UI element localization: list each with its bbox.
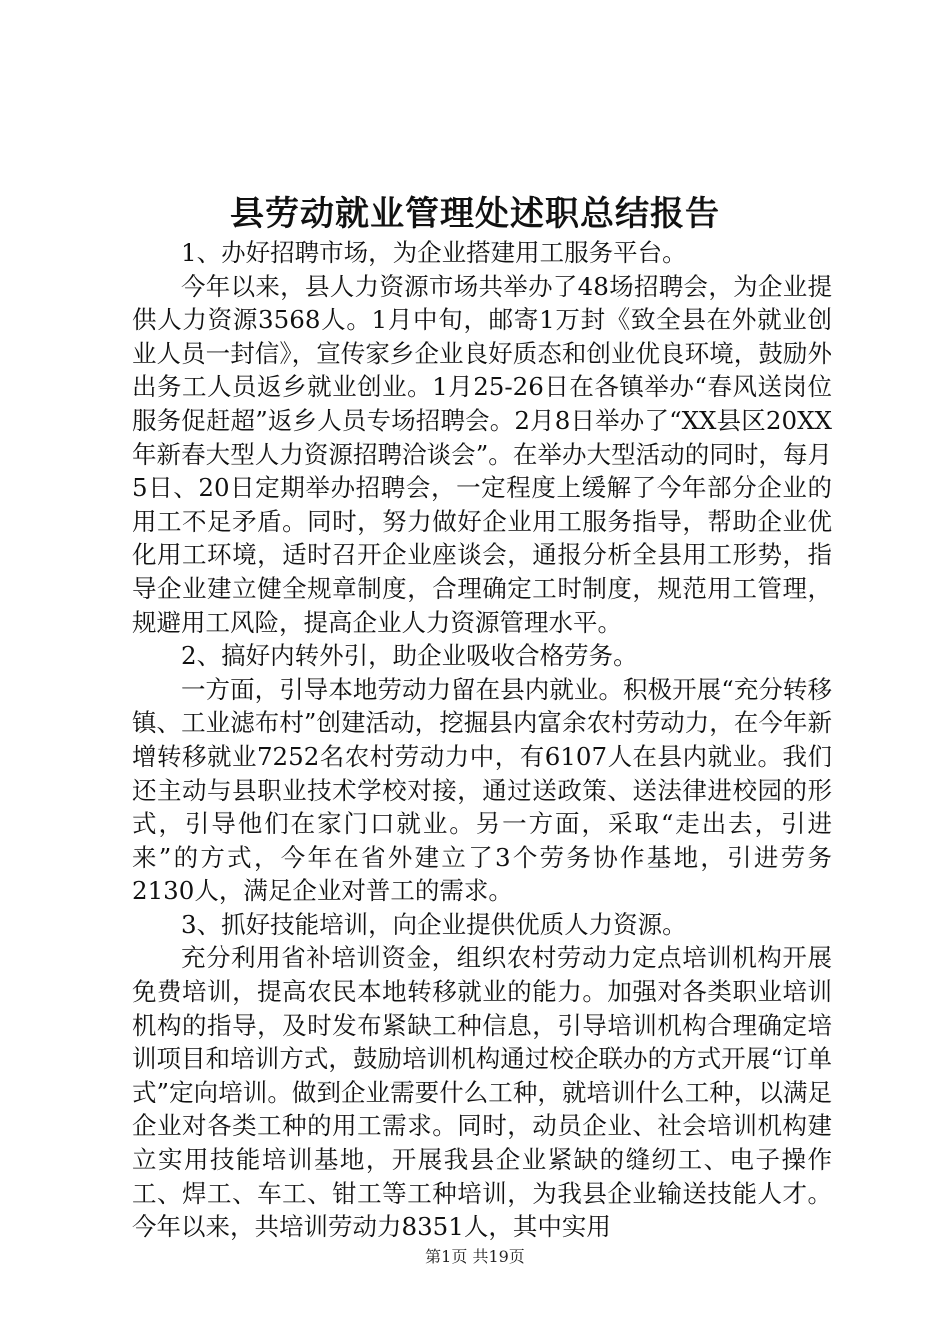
document-title: 县劳动就业管理处述职总结报告 [230,194,720,234]
paragraph: 充分利用省补培训资金，组织农村劳动力定点培训机构开展免费培训，提高农民本地转移就业的能力。加强对各类职业培训机构的指导，及时发布紧缺工种信息，引导培训机构合理确定培训项目和培训方式，鼓励培训机构通过校企联办的方式开展“订单式”定向培训。做到企业需要什么工种，就培训什么工种，以满足企业对各类工种的用工需求。同时，动员企业、社会培训机构建立实用技能培训基地，开展我县企业紧缺的缝纫工、电子操作工、焊工、车工、钳工等工种培训，为我县企业输送技能人才。今年以来，共培训劳动力8351人，其中实用 [132,943,832,1242]
paragraph: 一方面，引导本地劳动力留在县内就业。积极开展“充分转移镇、工业滤布村”创建活动，挖掘县内富余农村劳动力，在今年新增转移就业7252名农村劳动力中，有6107人在县内就业。我们还主动与县职业技术学校对接，通过送政策、送法律进校园的形式，引导他们在家门口就业。另一方面，采取“走出去，引进来”的方式，今年在省外建立了3个劳务协作基地，引进劳务2130人，满足企业对普工的需求。 [132,674,832,906]
page-number-footer: 第1页 共19页 [425,1247,525,1266]
section-heading-2: 2、搞好内转外引，助企业吸收合格劳务。 [181,641,638,671]
paragraph: 今年以来，县人力资源市场共举办了48场招聘会，为企业提供人力资源3568人。1月中旬，邮寄1万封《致全县在外就业创业人员一封信》，宣传家乡企业良好质态和创业优良环境，鼓励外出务工人员返乡就业创业。1月25-26日在各镇举办“春风送岗位服务促赶超”返乡人员专场招聘会。2月8日举办了“XX县区20XX年新春大型人力资源招聘洽谈会”。在举办大型活动的同时，每月5日、20日定期举办招聘会，一定程度上缓解了今年部分企业的用工不足矛盾。同时，努力做好企业用工服务指导，帮助企业优化用工环境，适时召开企业座谈会，通报分析全县用工形势，指导企业建立健全规章制度，合理确定工时制度，规范用工管理，规避用工风险，提高企业人力资源管理水平。 [132,271,832,637]
section-heading-1: 1、办好招聘市场，为企业搭建用工服务平台。 [181,238,687,267]
document-body [132,236,832,1244]
section-heading-3: 3、抓好技能培训，向企业提供优质人力资源。 [181,909,687,939]
